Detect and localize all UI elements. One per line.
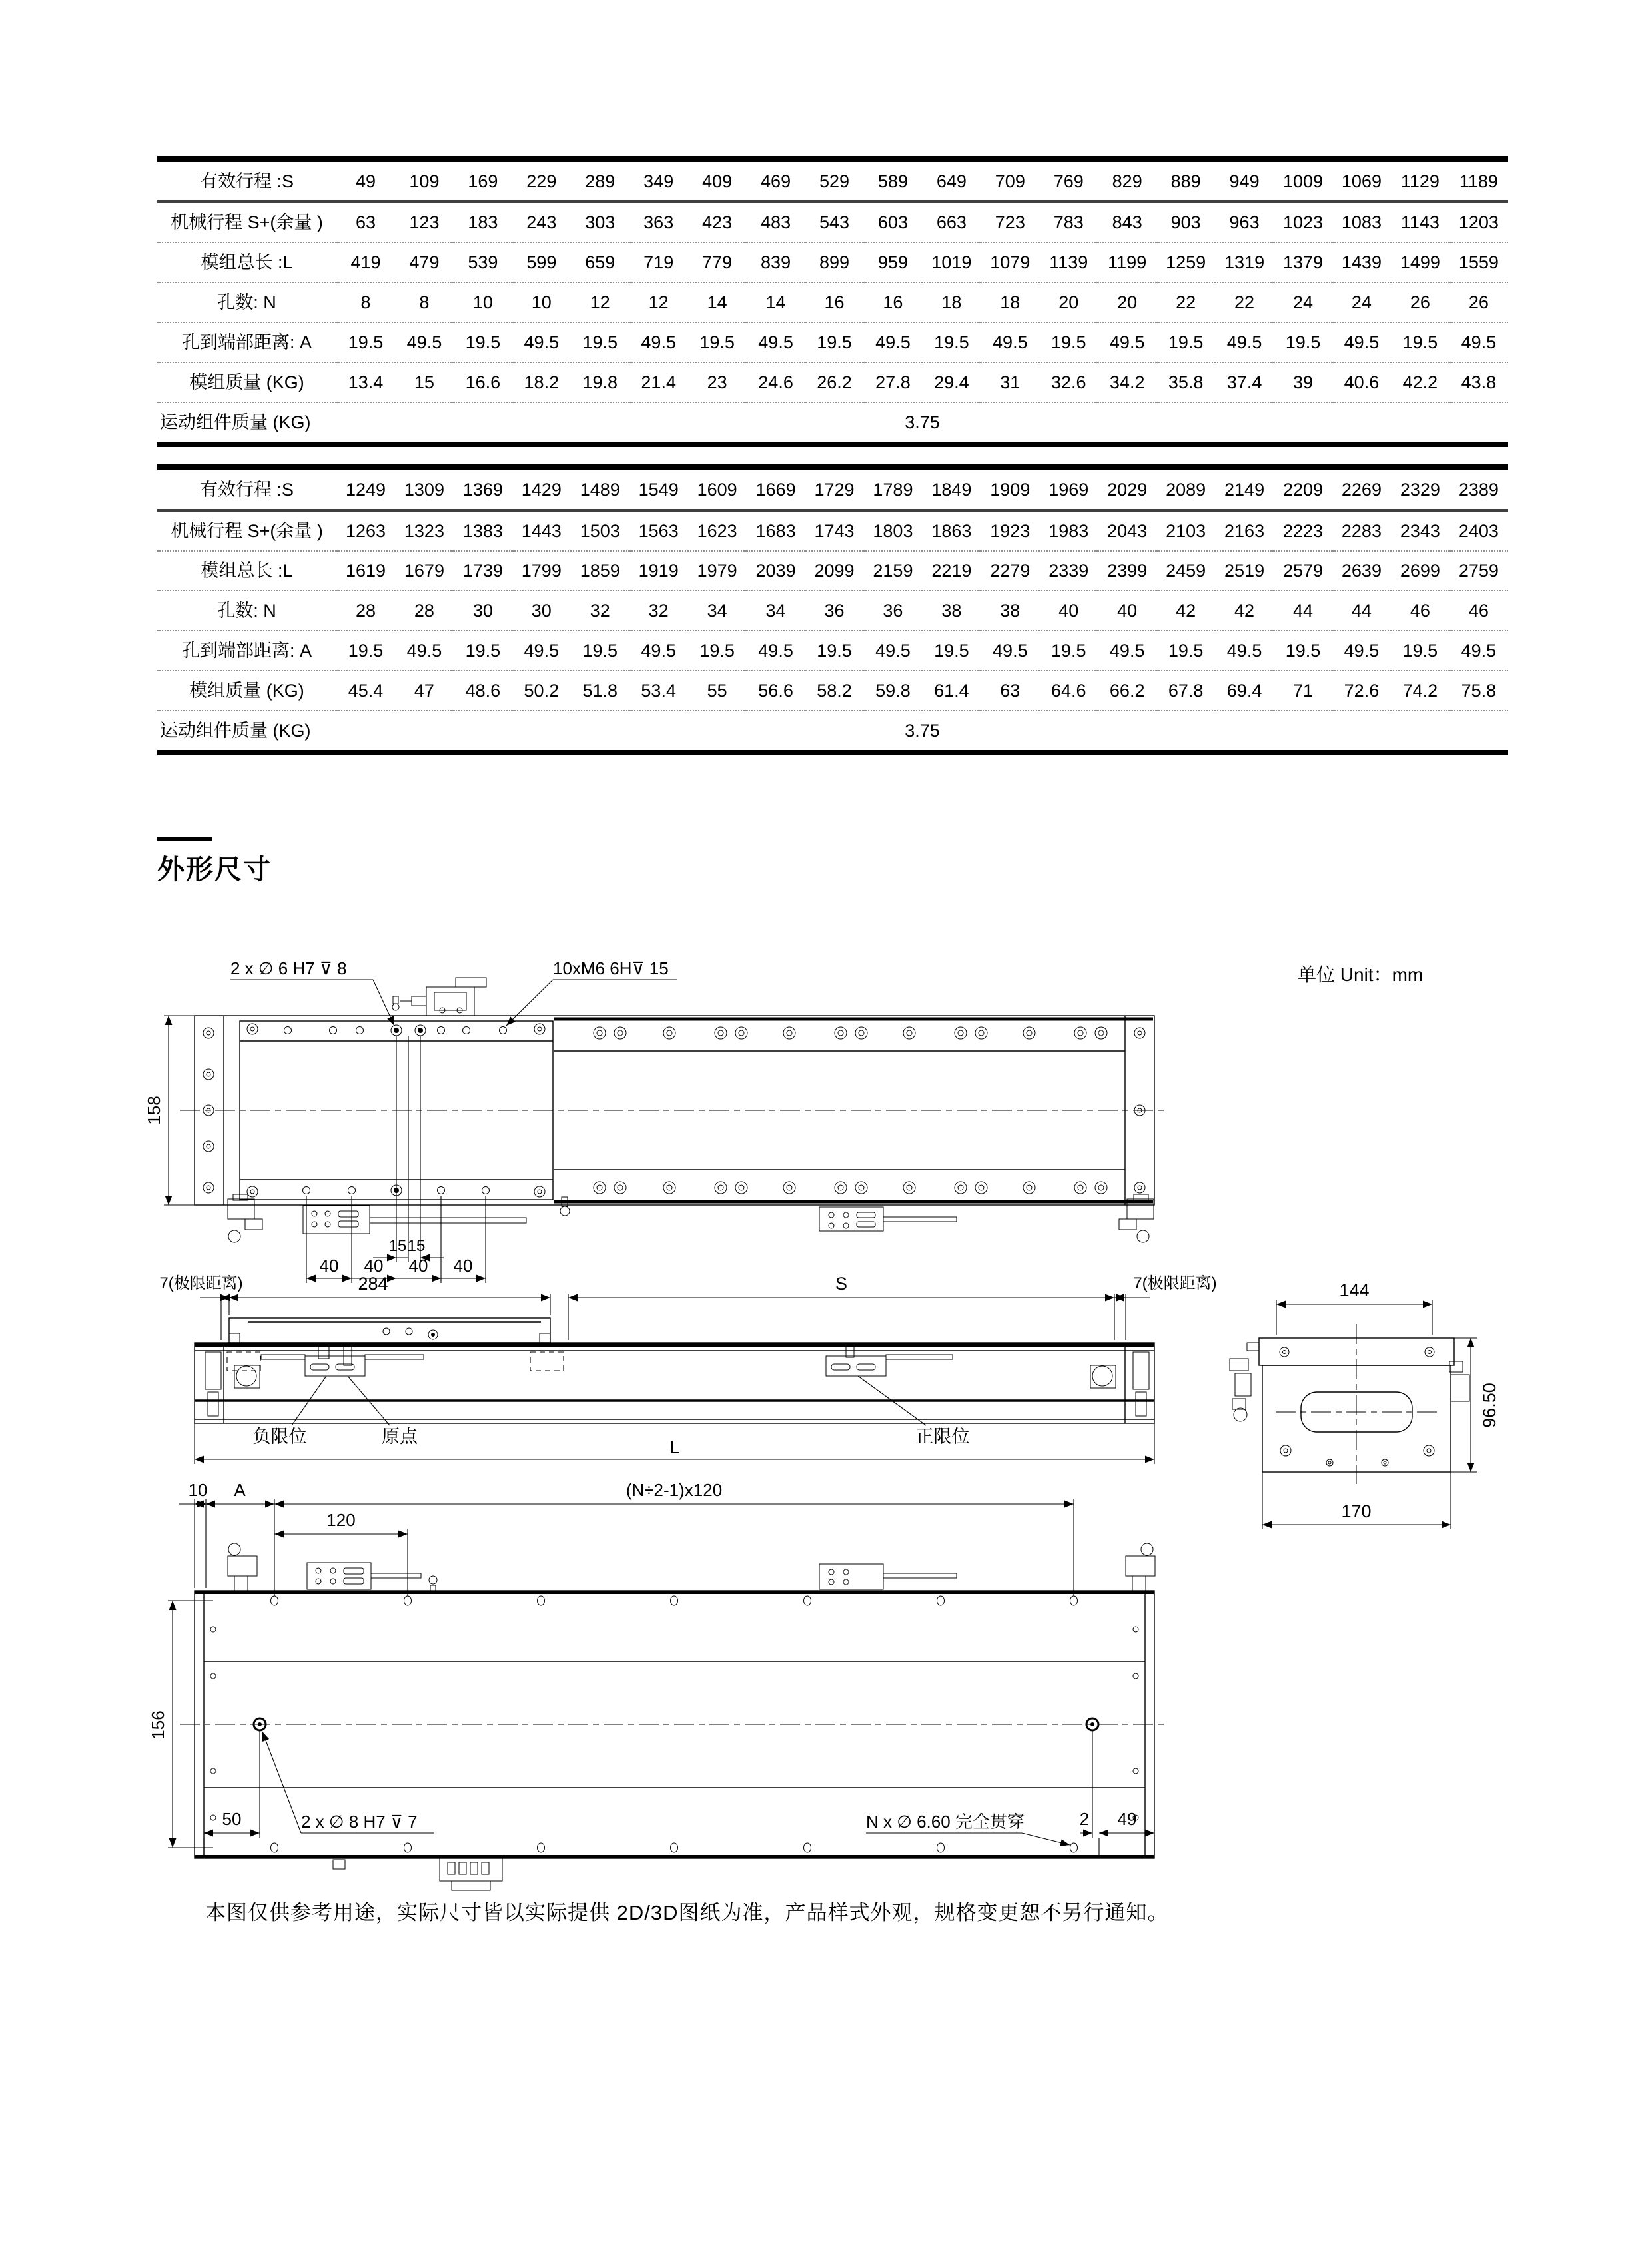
callout-m6-label: 10xM6 6H⊽ 15	[553, 958, 669, 978]
table-cell: 123	[395, 202, 454, 242]
table-cell: 709	[981, 159, 1039, 202]
row-label: 模组质量 (KG)	[157, 671, 336, 711]
table-cell: 66.2	[1098, 671, 1156, 711]
table-cell: 72.6	[1332, 671, 1391, 711]
table-cell: 769	[1039, 159, 1098, 202]
table-cell: 719	[629, 242, 688, 282]
table-cell: 1559	[1449, 242, 1508, 282]
dim-15a-label: 15	[388, 1237, 407, 1255]
dim-50-label: 50	[222, 1809, 242, 1829]
table-cell: 2039	[747, 551, 805, 591]
table-cell: 2269	[1332, 468, 1391, 511]
table-cell: 483	[747, 202, 805, 242]
table-cell: 1919	[629, 551, 688, 591]
table-cell: 59.8	[863, 671, 922, 711]
row-label: 孔数: N	[157, 282, 336, 322]
table-cell: 2519	[1215, 551, 1274, 591]
dim-120-label: 120	[326, 1510, 356, 1530]
table-cell: 16	[805, 282, 864, 322]
table-cell: 56.6	[747, 671, 805, 711]
table-cell: 24	[1332, 282, 1391, 322]
table-cell: 49.5	[1449, 322, 1508, 362]
table-cell: 27.8	[863, 362, 922, 402]
table-cell: 2579	[1274, 551, 1332, 591]
table-cell: 16	[863, 282, 922, 322]
table-cell: 899	[805, 242, 864, 282]
table-cell: 46	[1449, 591, 1508, 631]
table-cell: 1609	[688, 468, 747, 511]
table-cell: 1863	[922, 510, 981, 551]
table-cell: 19.5	[1156, 322, 1215, 362]
dim-284-label: 284	[358, 1274, 388, 1294]
table-cell: 69.4	[1215, 671, 1274, 711]
table-cell: 1799	[512, 551, 571, 591]
table-cell: 49.5	[1098, 322, 1156, 362]
table-cell: 1323	[395, 510, 454, 551]
row-label: 有效行程 :S	[157, 468, 336, 511]
table-cell: 38	[981, 591, 1039, 631]
table-cell: 75.8	[1449, 671, 1508, 711]
table-cell: 2639	[1332, 551, 1391, 591]
table-cell: 1189	[1449, 159, 1508, 202]
table-cell: 903	[1156, 202, 1215, 242]
table-cell: 829	[1098, 159, 1156, 202]
table-cell: 19.5	[1391, 631, 1449, 671]
table-cell: 349	[629, 159, 688, 202]
table-cell: 1743	[805, 510, 864, 551]
table-cell: 2209	[1274, 468, 1332, 511]
table-cell: 10	[512, 282, 571, 322]
table-cell: 1859	[571, 551, 629, 591]
table-cell: 1429	[512, 468, 571, 511]
limit-right-label: 7(极限距离)	[1133, 1274, 1217, 1292]
table-cell: 539	[454, 242, 512, 282]
table-cell: 37.4	[1215, 362, 1274, 402]
dim-15b-label: 15	[407, 1237, 426, 1255]
table-cell: 1259	[1156, 242, 1215, 282]
table-cell: 32	[571, 591, 629, 631]
table-cell: 1199	[1098, 242, 1156, 282]
table-cell: 14	[688, 282, 747, 322]
table-cell: 19.5	[1274, 631, 1332, 671]
table-cell: 49.5	[1098, 631, 1156, 671]
table-cell: 23	[688, 362, 747, 402]
table-cell: 1069	[1332, 159, 1391, 202]
table-cell: 26	[1391, 282, 1449, 322]
table-cell: 50.2	[512, 671, 571, 711]
table-cell: 19.5	[1391, 322, 1449, 362]
table-cell: 39	[1274, 362, 1332, 402]
table-cell: 1983	[1039, 510, 1098, 551]
table-cell: 1249	[336, 468, 395, 511]
table-cell: 22	[1215, 282, 1274, 322]
table-cell: 20	[1098, 282, 1156, 322]
dim-158-label: 158	[144, 1096, 164, 1125]
dim-s-label: S	[835, 1274, 848, 1294]
unit-label: 单位 Unit：mm	[1298, 964, 1424, 985]
table-cell: 1679	[395, 551, 454, 591]
footer-label: 运动组件质量 (KG)	[160, 412, 311, 432]
table-cell: 36	[863, 591, 922, 631]
table-cell: 889	[1156, 159, 1215, 202]
table-cell: 40	[1039, 591, 1098, 631]
table-cell: 8	[336, 282, 395, 322]
table-cell: 67.8	[1156, 671, 1215, 711]
table-cell: 40.6	[1332, 362, 1391, 402]
table-cell: 1923	[981, 510, 1039, 551]
table-cell: 1143	[1391, 202, 1449, 242]
table-cell: 19.5	[454, 631, 512, 671]
table-cell: 949	[1215, 159, 1274, 202]
table-cell: 1369	[454, 468, 512, 511]
table-cell: 42.2	[1391, 362, 1449, 402]
table-cell: 61.4	[922, 671, 981, 711]
front-view-drawing	[159, 1274, 1216, 1464]
table-cell: 55	[688, 671, 747, 711]
table-cell: 30	[512, 591, 571, 631]
footer-value: 3.75	[905, 412, 940, 432]
table-cell: 19.5	[454, 322, 512, 362]
table-cell: 2459	[1156, 551, 1215, 591]
row-label: 机械行程 S+(余量 )	[157, 202, 336, 242]
table-cell: 32	[629, 591, 688, 631]
table-cell: 44	[1274, 591, 1332, 631]
table-cell: 1019	[922, 242, 981, 282]
table-cell: 1803	[863, 510, 922, 551]
table-cell: 1563	[629, 510, 688, 551]
table-cell: 659	[571, 242, 629, 282]
table-cell: 28	[395, 591, 454, 631]
table-cell: 16.6	[454, 362, 512, 402]
dim-40-label: 40	[408, 1256, 428, 1276]
motor-connector	[392, 978, 486, 1016]
table-cell: 49.5	[1215, 631, 1274, 671]
table-cell: 28	[336, 591, 395, 631]
table-cell: 49.5	[1332, 631, 1391, 671]
table-cell: 35.8	[1156, 362, 1215, 402]
table-cell: 1789	[863, 468, 922, 511]
table-cell: 169	[454, 159, 512, 202]
table-cell: 2279	[981, 551, 1039, 591]
table-cell: 649	[922, 159, 981, 202]
table-cell: 40	[1098, 591, 1156, 631]
table-cell: 2759	[1449, 551, 1508, 591]
table-cell: 229	[512, 159, 571, 202]
table-cell: 8	[395, 282, 454, 322]
row-label: 机械行程 S+(余量 )	[157, 510, 336, 551]
table-cell: 2103	[1156, 510, 1215, 551]
table-cell: 1503	[571, 510, 629, 551]
table-cell: 19.5	[1039, 631, 1098, 671]
table-cell: 1909	[981, 468, 1039, 511]
table-cell: 409	[688, 159, 747, 202]
table-cell: 1139	[1039, 242, 1098, 282]
table-cell: 2223	[1274, 510, 1332, 551]
table-cell: 43.8	[1449, 362, 1508, 402]
table-cell: 49.5	[981, 322, 1039, 362]
table-cell: 1623	[688, 510, 747, 551]
table-cell: 1383	[454, 510, 512, 551]
dim-49-label: 49	[1117, 1809, 1137, 1829]
table-cell: 1619	[336, 551, 395, 591]
row-label: 孔数: N	[157, 591, 336, 631]
table-cell: 2159	[863, 551, 922, 591]
table-cell: 723	[981, 202, 1039, 242]
origin-label: 原点	[382, 1427, 418, 1447]
table-cell: 1319	[1215, 242, 1274, 282]
table-cell: 32.6	[1039, 362, 1098, 402]
pos-limit-label: 正限位	[915, 1427, 970, 1447]
table-cell: 18.2	[512, 362, 571, 402]
table-cell: 1009	[1274, 159, 1332, 202]
table-cell: 1439	[1332, 242, 1391, 282]
table-cell: 2699	[1391, 551, 1449, 591]
row-label: 模组总长 :L	[157, 242, 336, 282]
table-cell: 19.8	[571, 362, 629, 402]
limit-left-label: 7(极限距离)	[159, 1274, 243, 1292]
neg-limit-label: 负限位	[252, 1427, 307, 1447]
table-cell: 49.5	[747, 631, 805, 671]
table-cell: 19.5	[922, 322, 981, 362]
table-cell: 36	[805, 591, 864, 631]
table-cell: 19.5	[1274, 322, 1332, 362]
table-cell: 1079	[981, 242, 1039, 282]
callout-dowel6-label: 2 x ∅ 6 H7 ⊽ 8	[230, 958, 347, 978]
table-cell: 19.5	[336, 631, 395, 671]
table-cell: 19.5	[922, 631, 981, 671]
table-cell: 24	[1274, 282, 1332, 322]
dim-l-label: L	[669, 1437, 680, 1457]
table-cell: 49.5	[1215, 322, 1274, 362]
table-cell: 48.6	[454, 671, 512, 711]
dim-156-label: 156	[148, 1710, 168, 1740]
dim-40-label: 40	[364, 1256, 384, 1276]
table-cell: 1683	[747, 510, 805, 551]
table-cell: 49.5	[512, 322, 571, 362]
table-cell: 1083	[1332, 202, 1391, 242]
table-cell: 49.5	[395, 322, 454, 362]
table-cell: 26.2	[805, 362, 864, 402]
end-view-drawing	[1230, 1280, 1499, 1529]
table-cell: 1979	[688, 551, 747, 591]
table-cell: 479	[395, 242, 454, 282]
dim-a-label: A	[234, 1480, 246, 1500]
table-cell: 2043	[1098, 510, 1156, 551]
table-cell: 42	[1156, 591, 1215, 631]
table-cell: 1729	[805, 468, 864, 511]
table-cell: 1549	[629, 468, 688, 511]
section-title: 外形尺寸	[157, 854, 272, 885]
table-cell: 1379	[1274, 242, 1332, 282]
table-cell: 64.6	[1039, 671, 1098, 711]
table-cell: 2329	[1391, 468, 1449, 511]
table-cell: 24.6	[747, 362, 805, 402]
table-cell: 19.5	[1156, 631, 1215, 671]
callout-through-label: N x ∅ 6.60 完全贯穿	[866, 1812, 1025, 1832]
row-label: 孔到端部距离: A	[157, 631, 336, 671]
footer-label: 运动组件质量 (KG)	[160, 720, 311, 741]
table-cell: 1203	[1449, 202, 1508, 242]
row-label: 孔到端部距离: A	[157, 322, 336, 362]
table-cell: 30	[454, 591, 512, 631]
table-cell: 1129	[1391, 159, 1449, 202]
dim-10-label: 10	[188, 1480, 208, 1500]
dim-144-label: 144	[1339, 1280, 1370, 1300]
table-cell: 1969	[1039, 468, 1098, 511]
table-cell: 2283	[1332, 510, 1391, 551]
table-cell: 469	[747, 159, 805, 202]
table-cell: 38	[922, 591, 981, 631]
table-cell: 779	[688, 242, 747, 282]
table-cell: 783	[1039, 202, 1098, 242]
table-cell: 2343	[1391, 510, 1449, 551]
table-cell: 49.5	[395, 631, 454, 671]
table-cell: 183	[454, 202, 512, 242]
table-cell: 46	[1391, 591, 1449, 631]
table-cell: 49.5	[863, 631, 922, 671]
table-cell: 15	[395, 362, 454, 402]
table-cell: 49	[336, 159, 395, 202]
table-cell: 42	[1215, 591, 1274, 631]
table-cell: 19.5	[805, 322, 864, 362]
table-cell: 74.2	[1391, 671, 1449, 711]
table-cell: 589	[863, 159, 922, 202]
table-cell: 19.5	[1039, 322, 1098, 362]
table-cell: 959	[863, 242, 922, 282]
table-cell: 839	[747, 242, 805, 282]
table-cell: 19.5	[688, 631, 747, 671]
table-cell: 49.5	[863, 322, 922, 362]
table-cell: 13.4	[336, 362, 395, 402]
table-cell: 543	[805, 202, 864, 242]
table-cell: 2163	[1215, 510, 1274, 551]
table-cell: 19.5	[571, 631, 629, 671]
table-cell: 1669	[747, 468, 805, 511]
table-cell: 18	[981, 282, 1039, 322]
table-cell: 1499	[1391, 242, 1449, 282]
table-cell: 1263	[336, 510, 395, 551]
table-cell: 10	[454, 282, 512, 322]
table-cell: 34	[747, 591, 805, 631]
table-cell: 45.4	[336, 671, 395, 711]
table-cell: 21.4	[629, 362, 688, 402]
table-cell: 12	[571, 282, 629, 322]
table-cell: 19.5	[336, 322, 395, 362]
table-cell: 423	[688, 202, 747, 242]
dim-170-label: 170	[1341, 1501, 1372, 1521]
table-cell: 2339	[1039, 551, 1098, 591]
table-cell: 2149	[1215, 468, 1274, 511]
table-cell: 47	[395, 671, 454, 711]
bottom-view-drawing	[148, 1480, 1166, 1890]
table-cell: 1309	[395, 468, 454, 511]
table-cell: 29.4	[922, 362, 981, 402]
table-cell: 49.5	[629, 322, 688, 362]
table-cell: 49.5	[629, 631, 688, 671]
table-cell: 12	[629, 282, 688, 322]
table-cell: 58.2	[805, 671, 864, 711]
dim-9650-label: 96.50	[1479, 1383, 1499, 1428]
table-cell: 2399	[1098, 551, 1156, 591]
table-cell: 26	[1449, 282, 1508, 322]
table-cell: 1489	[571, 468, 629, 511]
table-cell: 843	[1098, 202, 1156, 242]
table-cell: 303	[571, 202, 629, 242]
table-cell: 363	[629, 202, 688, 242]
table-cell: 49.5	[1449, 631, 1508, 671]
row-label: 有效行程 :S	[157, 159, 336, 202]
table-cell: 2389	[1449, 468, 1508, 511]
table-cell: 963	[1215, 202, 1274, 242]
table-cell: 289	[571, 159, 629, 202]
table-cell: 44	[1332, 591, 1391, 631]
table-cell: 49.5	[747, 322, 805, 362]
callout-dowel8-label: 2 x ∅ 8 H7 ⊽ 7	[301, 1812, 418, 1832]
table-cell: 31	[981, 362, 1039, 402]
table-cell: 2219	[922, 551, 981, 591]
table-cell: 49.5	[512, 631, 571, 671]
table-cell: 19.5	[571, 322, 629, 362]
table-cell: 49.5	[1332, 322, 1391, 362]
table-cell: 22	[1156, 282, 1215, 322]
table-cell: 63	[981, 671, 1039, 711]
dim-pitch-label: (N÷2-1)x120	[625, 1480, 723, 1500]
disclaimer-note: 本图仅供参考用途，实际尺寸皆以实际提供 2D/3D图纸为准，产品样式外观，规格变更恕不另行通知。	[205, 1901, 1169, 1924]
row-label: 模组总长 :L	[157, 551, 336, 591]
table-cell: 1849	[922, 468, 981, 511]
table-cell: 71	[1274, 671, 1332, 711]
table-cell: 2403	[1449, 510, 1508, 551]
table-cell: 51.8	[571, 671, 629, 711]
footer-value: 3.75	[905, 720, 940, 741]
table-cell: 34.2	[1098, 362, 1156, 402]
table-cell: 2099	[805, 551, 864, 591]
table-cell: 2089	[1156, 468, 1215, 511]
top-view-drawing	[144, 958, 1166, 1283]
table-cell: 529	[805, 159, 864, 202]
table-cell: 603	[863, 202, 922, 242]
table-cell: 19.5	[805, 631, 864, 671]
table-cell: 1023	[1274, 202, 1332, 242]
dim-40-label: 40	[319, 1256, 339, 1276]
table-cell: 63	[336, 202, 395, 242]
table-cell: 14	[747, 282, 805, 322]
table-cell: 243	[512, 202, 571, 242]
table-cell: 419	[336, 242, 395, 282]
bottom-view-hardware	[228, 1543, 1155, 1890]
table-cell: 2029	[1098, 468, 1156, 511]
table-cell: 599	[512, 242, 571, 282]
table-cell: 19.5	[688, 322, 747, 362]
dim-40-label: 40	[453, 1256, 473, 1276]
table-cell: 49.5	[981, 631, 1039, 671]
table-cell: 34	[688, 591, 747, 631]
table-cell: 663	[922, 202, 981, 242]
table-cell: 1739	[454, 551, 512, 591]
table-cell: 18	[922, 282, 981, 322]
table-cell: 53.4	[629, 671, 688, 711]
dim-2-label: 2	[1079, 1809, 1090, 1829]
table-cell: 20	[1039, 282, 1098, 322]
table-cell: 1443	[512, 510, 571, 551]
row-label: 模组质量 (KG)	[157, 362, 336, 402]
table-cell: 109	[395, 159, 454, 202]
